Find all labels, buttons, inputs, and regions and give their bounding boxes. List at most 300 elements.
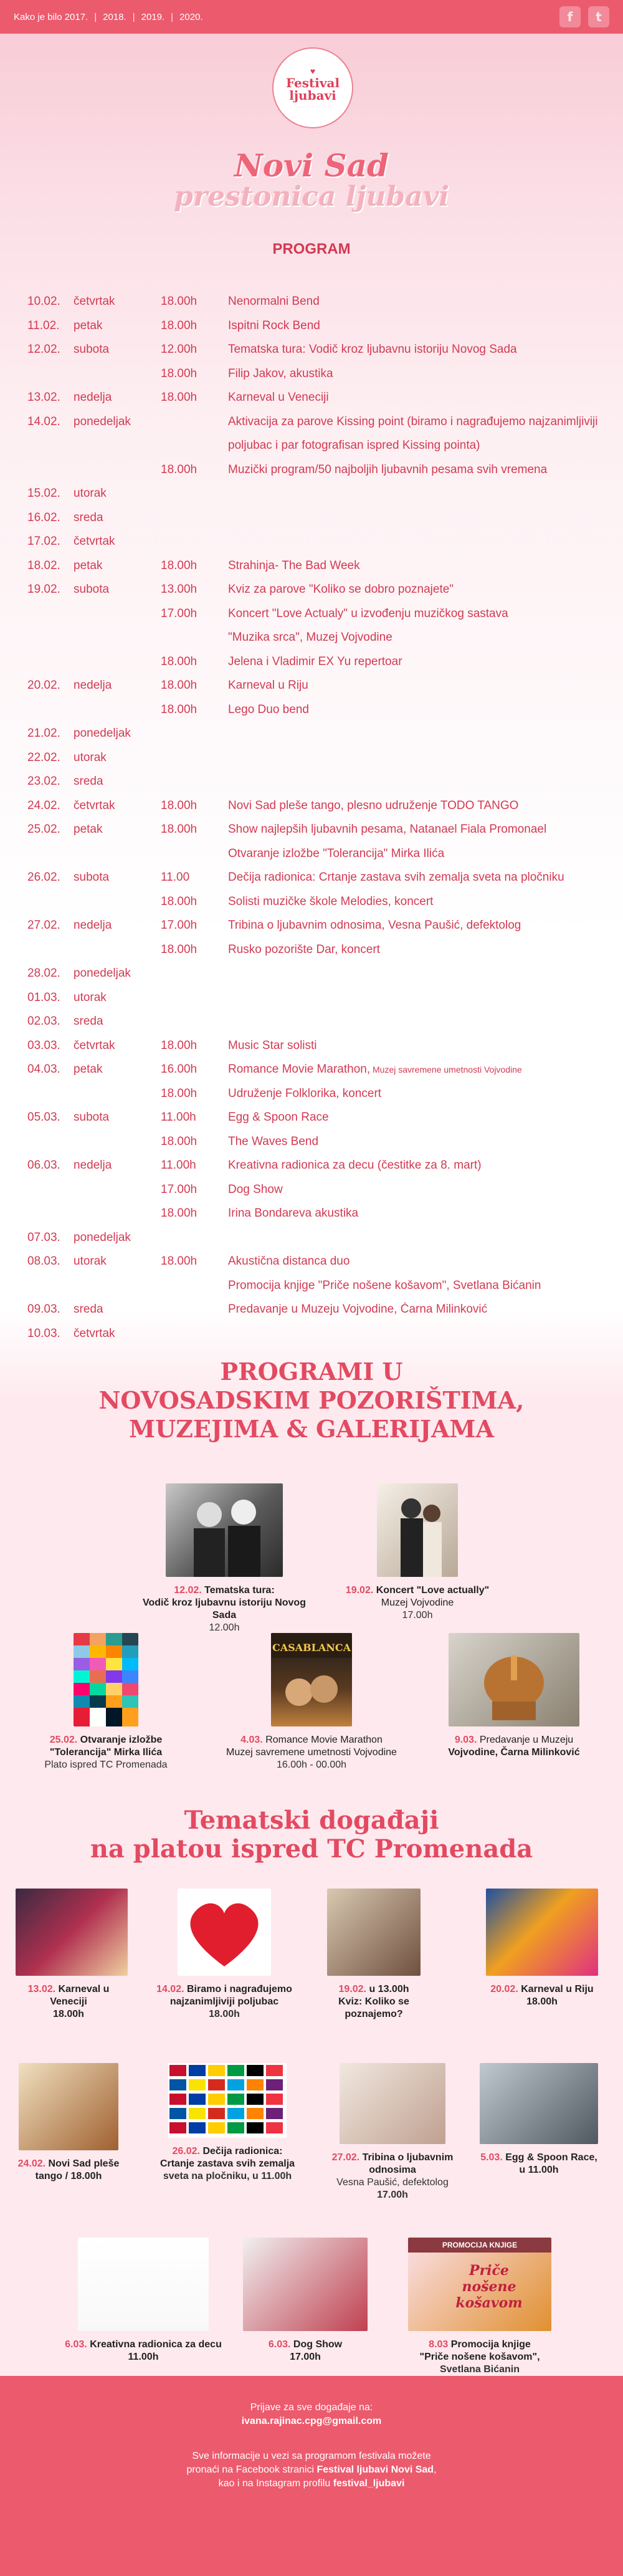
schedule-row	[27, 1106, 601, 1130]
schedule-time: 11.00	[161, 871, 190, 884]
facebook-page-link[interactable]: Festival ljubavi Novi Sad	[316, 2464, 434, 2475]
event-card[interactable]	[199, 1633, 424, 1771]
schedule-date: 17.02.	[27, 535, 60, 548]
schedule-date: 03.03.	[27, 1038, 60, 1052]
schedule-date: 09.03.	[27, 1303, 60, 1316]
card-label	[150, 1983, 299, 1996]
card-date: 20.02.	[490, 1984, 518, 1994]
schedule-event: Otvaranje izložbe "Tolerancija" Mirka Ilića	[228, 846, 445, 860]
schedule-row	[27, 890, 601, 914]
schedule-date: 26.02.	[27, 871, 60, 884]
schedule-row	[27, 458, 601, 482]
schedule-time: 16.00h	[161, 1063, 197, 1076]
schedule-weekday: petak	[74, 318, 103, 332]
facebook-icon[interactable]: f	[559, 6, 581, 27]
schedule-event: Karneval u Veneciji	[228, 391, 329, 405]
event-card[interactable]	[156, 2063, 299, 2183]
schedule-date: 18.02.	[27, 558, 60, 572]
card-date: 19.02.	[338, 1984, 366, 1994]
schedule-time: 18.00h	[161, 391, 197, 405]
card-line2: Vojvodine, Čarna Milinković	[448, 1747, 580, 1758]
footer-facebook-line	[0, 2463, 623, 2477]
schedule-date: 23.02.	[27, 775, 60, 788]
card-line2: 17.00h	[290, 2352, 321, 2362]
poster-label: PROMOCIJA KNJIGE	[408, 2238, 551, 2253]
schedule-row	[27, 1298, 601, 1322]
schedule-row	[27, 386, 601, 410]
schedule-time: 13.00h	[161, 583, 197, 596]
schedule-date: 04.03.	[27, 1063, 60, 1076]
schedule-time: 17.00h	[161, 1182, 197, 1196]
egg-spoon-race-photo	[480, 2063, 598, 2144]
card-line2: Vodič kroz ljubavnu istoriju Novog Sada	[143, 1597, 306, 1621]
couple-photo	[166, 1483, 283, 1577]
schedule-row	[27, 698, 601, 722]
schedule-weekday: nedelja	[74, 391, 112, 405]
schedule-row	[27, 1154, 601, 1178]
card-line2: 11.00h	[128, 2352, 159, 2362]
card-label	[16, 2158, 121, 2170]
card-title: Novi Sad pleše	[48, 2158, 120, 2169]
section-title-line: NOVOSADSKIM POZORIŠTIMA,	[98, 1386, 525, 1414]
section-title-line: PROGRAMI U	[220, 1357, 403, 1386]
section-title-line: na platou ispred TC Promenada	[90, 1834, 533, 1864]
card-title: Predavanje u Muzeju	[479, 1735, 574, 1745]
card-label	[473, 2152, 604, 2164]
card-line2: Muzej savremene umetnosti Vojvodine	[226, 1747, 397, 1758]
section-plato-title	[0, 1806, 623, 1864]
schedule-event: Kreativna radionica za decu (čestitke za 8. mart)	[228, 1159, 482, 1172]
card-date: 8.03	[429, 2339, 449, 2350]
headline	[0, 147, 623, 213]
logo-line2: ljubavi	[289, 88, 336, 103]
card-title: Romance Movie Marathon	[265, 1735, 383, 1745]
headline-line2: prestonica ljubavi	[174, 181, 449, 213]
schedule-event: Irina Bondareva akustika	[228, 1207, 359, 1220]
schedule-event: poljubac i par fotografisan ispred Kissing pointa)	[228, 439, 480, 452]
schedule-event: Akustična distanca duo	[228, 1255, 350, 1268]
concert-photo	[377, 1483, 458, 1577]
schedule-date: 14.02.	[27, 414, 60, 428]
schedule-date: 07.03.	[27, 1230, 60, 1244]
schedule-event: Dog Show	[228, 1182, 283, 1196]
schedule-weekday: subota	[74, 871, 110, 884]
schedule-row	[27, 1178, 601, 1202]
poster-title: CASABLANCA	[272, 1642, 351, 1654]
schedule-time: 11.00h	[161, 1159, 196, 1172]
card-label	[62, 2339, 224, 2351]
schedule-row	[27, 602, 601, 626]
schedule-row	[27, 578, 601, 602]
footer-info-text: Sve informacije u vezi sa programom festivala možete	[192, 2451, 431, 2461]
card-line2: "Tolerancija" Mirka Ilića	[49, 1747, 163, 1758]
card-title: Karneval u Veneciji	[50, 1984, 110, 2007]
schedule-event: Show najlepših ljubavnih pesama, Natanael Fiala Promonael	[228, 823, 547, 836]
card-sub: 17.00h	[377, 2190, 408, 2200]
schedule-row	[27, 482, 601, 506]
schedule-row	[27, 650, 601, 674]
card-title: Tribina o ljubavnim	[362, 2152, 454, 2163]
card-line2: 18.00h	[53, 2009, 84, 2019]
schedule-row	[27, 1322, 601, 1346]
schedule-time: 17.00h	[161, 606, 197, 620]
schedule-weekday: utorak	[74, 487, 107, 500]
schedule-event: Nenormalni Bend	[228, 295, 320, 309]
event-card[interactable]	[16, 2063, 121, 2183]
card-sub: Vesna Paušić, defektolog	[336, 2177, 449, 2188]
schedule-weekday: utorak	[74, 750, 107, 764]
instagram-profile-link[interactable]: festival_ljubavi	[333, 2478, 405, 2489]
schedule-time: 12.00h	[161, 343, 197, 357]
schedule-row	[27, 938, 601, 962]
card-title: Karneval u Riju	[521, 1984, 594, 1994]
schedule-event: Novi Sad pleše tango, plesno udruženje TODO TANGO	[228, 798, 519, 812]
twitter-icon[interactable]: t	[588, 6, 609, 27]
schedule-event: Tematska tura: Vodič kroz ljubavnu istoriju Novog Sada	[228, 343, 517, 357]
schedule-date: 28.02.	[27, 967, 60, 980]
schedule-date: 25.02.	[27, 823, 60, 836]
schedule-date: 12.02.	[27, 343, 60, 357]
footer-text: ,	[434, 2464, 437, 2475]
card-label	[430, 1734, 598, 1746]
schedule-weekday: nedelja	[74, 679, 112, 692]
card-line2: odnosima	[369, 2165, 416, 2175]
card-sub: 18.00h	[209, 2009, 240, 2019]
card-title: u 13.00h	[369, 1984, 409, 1994]
schedule-event: Aktivacija za parove Kissing point (biramo i nagrađujemo najzanimljiviji	[228, 414, 598, 428]
card-label	[399, 2339, 561, 2351]
schedule-row	[27, 338, 601, 362]
schedule-weekday: petak	[74, 558, 103, 572]
schedule-weekday: sreda	[74, 1015, 103, 1028]
event-card[interactable]	[340, 1483, 495, 1622]
card-line2: 18.00h	[526, 1996, 558, 2007]
schedule-event: Romance Movie Marathon, Muzej savremene umetnosti Vojvodine	[228, 1063, 522, 1076]
top-bar	[0, 0, 623, 34]
card-date: 14.02.	[156, 1984, 184, 1994]
card-date: 27.02.	[331, 2152, 360, 2163]
casablanca-poster	[271, 1633, 352, 1726]
card-line2: Kviz: Koliko se poznajemo?	[338, 1996, 409, 2019]
schedule-event: Promocija knjige "Priče nošene košavom", Svetlana Bićanin	[228, 1278, 541, 1292]
schedule-time: 18.00h	[161, 366, 197, 380]
card-date: 6.03.	[65, 2339, 87, 2350]
card-title: Egg & Spoon Race,	[505, 2152, 597, 2163]
schedule-event: "Muzika srca", Muzej Vojvodine	[228, 631, 392, 644]
schedule-event: Filip Jakov, akustika	[228, 366, 333, 380]
separator: |	[132, 11, 135, 22]
hands-photo	[340, 2063, 445, 2144]
card-title: Kreativna radionica za decu	[90, 2339, 222, 2350]
schedule-time: 18.00h	[161, 558, 197, 572]
card-label	[318, 2152, 467, 2164]
card-label	[240, 2339, 371, 2351]
card-title: Promocija knjige	[450, 2339, 531, 2350]
schedule-weekday: nedelja	[74, 919, 112, 932]
poster-title: Priče nošene košavom	[455, 2262, 523, 2311]
schedule-time: 11.00h	[161, 1111, 196, 1124]
schedule-event: Solisti muzičke škole Melodies, koncert	[228, 894, 434, 908]
schedule-row	[27, 722, 601, 746]
schedule-weekday: ponedeljak	[74, 414, 131, 428]
festival-logo[interactable]	[272, 47, 353, 128]
schedule-row	[27, 746, 601, 770]
schedule-event: Kviz za parove "Koliko se dobro poznajete"	[228, 583, 454, 596]
schedule-time: 18.00h	[161, 1086, 197, 1100]
card-sub: sveta na pločniku, u 11.00h	[163, 2171, 292, 2181]
schedule-weekday: nedelja	[74, 1159, 112, 1172]
year-link-2018[interactable]: 2018.	[103, 11, 126, 22]
schedule-time: 18.00h	[161, 679, 197, 692]
venice-carnival-photo	[16, 1889, 128, 1976]
card-line2: najzanimljiviji poljubac	[169, 1996, 279, 2007]
card-label	[199, 1734, 424, 1746]
schedule-event: Strahinja- The Bad Week	[228, 558, 360, 572]
schedule-event-venue: Muzej savremene umetnosti Vojvodine	[370, 1065, 522, 1075]
schedule-weekday: utorak	[74, 1255, 107, 1268]
schedule-weekday: sreda	[74, 775, 103, 788]
program-title: PROGRAM	[272, 241, 351, 257]
year-link-2020[interactable]: 2020.	[179, 11, 203, 22]
schedule-date: 10.02.	[27, 295, 60, 309]
schedule-row	[27, 1274, 601, 1298]
section-title-line: MUZEJIMA & GALERIJAMA	[129, 1415, 494, 1443]
schedule-date: 19.02.	[27, 583, 60, 596]
card-line2: "Priče nošene košavom",	[419, 2352, 540, 2362]
schedule-row	[27, 410, 601, 434]
schedule-date: 01.03.	[27, 990, 60, 1004]
schedule-time: 18.00h	[161, 798, 197, 812]
schedule-date: 08.03.	[27, 1255, 60, 1268]
schedule-event: Ispitni Rock Bend	[228, 318, 320, 332]
card-label	[156, 2145, 299, 2158]
footer	[0, 2376, 623, 2576]
heart-icon: ♥	[310, 66, 316, 76]
schedule-row	[27, 794, 601, 818]
schedule-time: 18.00h	[161, 462, 197, 476]
card-title: Koncert "Love actually"	[376, 1585, 490, 1596]
schedule-event: Muzički program/50 najboljih ljubavnih pesama svih vremena	[228, 462, 548, 476]
card-date: 9.03.	[454, 1735, 477, 1745]
schedule-event: Karneval u Riju	[228, 679, 308, 692]
card-line2: Crtanje zastava svih zemalja	[159, 2158, 295, 2169]
card-date: 4.03.	[240, 1735, 263, 1745]
logo-line1: Festival	[285, 75, 340, 90]
schedule-date: 21.02.	[27, 727, 60, 740]
schedule-weekday: četvrtak	[74, 295, 115, 309]
schedule-row	[27, 1226, 601, 1250]
social-links	[559, 6, 609, 27]
schedule-weekday: četvrtak	[74, 1326, 115, 1340]
footer-email-link[interactable]: ivana.rajinac.cpg@gmail.com	[241, 2416, 382, 2426]
schedule-weekday: ponedeljak	[74, 967, 131, 980]
couple-quiz-photo	[327, 1889, 421, 1976]
schedule-date: 22.02.	[27, 750, 60, 764]
card-date: 6.03.	[268, 2339, 291, 2350]
schedule-row	[27, 842, 601, 866]
card-title: Dečija radionica:	[202, 2146, 283, 2157]
schedule-row	[27, 1034, 601, 1058]
schedule-weekday: petak	[74, 823, 103, 836]
footer-text: kao i na Instagram profilu	[218, 2478, 333, 2489]
schedule-date: 05.03.	[27, 1111, 60, 1124]
event-card[interactable]	[25, 1633, 187, 1771]
schedule-date: 13.02.	[27, 391, 60, 405]
headline-line1: Novi Sad	[234, 147, 389, 184]
schedule-row	[27, 530, 601, 554]
separator: |	[171, 11, 174, 22]
schedule-weekday: subota	[74, 343, 110, 357]
schedule-time: 18.00h	[161, 1255, 197, 1268]
schedule-weekday: utorak	[74, 990, 107, 1004]
year-link-2017[interactable]: Kako je bilo 2017.	[14, 11, 88, 22]
schedule-row	[27, 314, 601, 338]
card-sub: 12.00h	[209, 1622, 240, 1633]
event-card[interactable]	[16, 1889, 121, 2021]
schedule-weekday: ponedeljak	[74, 727, 131, 740]
year-links	[14, 12, 203, 22]
schedule-date: 11.02.	[27, 318, 60, 332]
card-date: 25.02.	[49, 1735, 78, 1745]
schedule-date: 24.02.	[27, 798, 60, 812]
schedule-row	[27, 1010, 601, 1034]
card-title: Otvaranje izložbe	[80, 1735, 163, 1745]
schedule-date: 02.03.	[27, 1015, 60, 1028]
schedule-row	[27, 914, 601, 938]
schedule-row	[27, 362, 601, 386]
schedule-event: Egg & Spoon Race	[228, 1111, 329, 1124]
logo-tagline-decoration: · · · · · · · · · · · · · · · · ·	[293, 105, 332, 109]
schedule-event: Dečija radionica: Crtanje zastava svih zemalja sveta na pločniku	[228, 871, 564, 884]
schedule-weekday: sreda	[74, 1303, 103, 1316]
schedule-row	[27, 554, 601, 578]
schedule-row	[27, 1250, 601, 1274]
flags-icon	[168, 2063, 287, 2138]
event-card[interactable]	[473, 1889, 611, 2008]
schedule-time: 18.00h	[161, 654, 197, 668]
card-label	[25, 1734, 187, 1746]
schedule-row	[27, 1058, 601, 1082]
event-card[interactable]	[240, 2238, 371, 2363]
tango-photo	[19, 2063, 118, 2150]
event-card[interactable]	[318, 2063, 467, 2201]
card-sub: 17.00h	[402, 1610, 433, 1621]
schedule-event: Lego Duo bend	[228, 702, 309, 716]
schedule-time: 18.00h	[161, 894, 197, 908]
schedule-row	[27, 1130, 601, 1154]
schedule-weekday: četvrtak	[74, 1038, 115, 1052]
card-line2: u 11.00h	[519, 2165, 559, 2175]
schedule-weekday: subota	[74, 583, 110, 596]
event-card[interactable]	[150, 1889, 299, 2021]
schedule-weekday: ponedeljak	[74, 1230, 131, 1244]
schedule-time: 17.00h	[161, 919, 197, 932]
card-date: 26.02.	[172, 2146, 200, 2157]
schedule-date: 15.02.	[27, 487, 60, 500]
program-schedule	[27, 290, 601, 1346]
craft-workshop-photo	[78, 2238, 209, 2331]
card-date: 12.02.	[174, 1585, 202, 1596]
schedule-event: Music Star solisti	[228, 1038, 317, 1052]
logo-badge	[272, 47, 353, 128]
schedule-event: Tribina o ljubavnim odnosima, Vesna Paušić, defektolog	[228, 919, 521, 932]
book-promo-poster	[408, 2238, 551, 2331]
tolerance-poster	[74, 1633, 138, 1726]
schedule-row	[27, 962, 601, 986]
dog-show-photo	[243, 2238, 368, 2331]
museum-helmet-photo	[449, 1633, 579, 1726]
card-sub: Svetlana Bićanin	[439, 2364, 520, 2375]
event-card[interactable]	[430, 1633, 598, 1759]
footer-text: pronaći na Facebook stranici	[186, 2464, 317, 2475]
footer-instagram-line	[0, 2477, 623, 2491]
card-date: 13.02.	[27, 1984, 56, 1994]
section-theaters-title	[0, 1357, 623, 1444]
schedule-weekday: sreda	[74, 510, 103, 524]
schedule-row	[27, 434, 601, 458]
event-card[interactable]	[137, 1483, 312, 1634]
card-date: 5.03.	[480, 2152, 503, 2163]
schedule-row	[27, 1202, 601, 1226]
kiss-heart-photo	[178, 1889, 271, 1976]
schedule-row	[27, 986, 601, 1010]
card-sub: 16.00h - 00.00h	[276, 1760, 347, 1770]
schedule-event: Udruženje Folklorika, koncert	[228, 1086, 382, 1100]
schedule-date: 06.03.	[27, 1159, 60, 1172]
card-date: 19.02.	[345, 1585, 374, 1596]
event-card[interactable]	[399, 2238, 561, 2376]
card-label	[312, 1983, 436, 1996]
schedule-time: 18.00h	[161, 942, 197, 956]
schedule-weekday: četvrtak	[74, 535, 115, 548]
card-label	[340, 1584, 495, 1597]
schedule-weekday: petak	[74, 1063, 103, 1076]
schedule-row	[27, 1082, 601, 1106]
heart-icon	[178, 1889, 271, 1976]
card-date: 24.02.	[17, 2158, 46, 2169]
schedule-row	[27, 866, 601, 890]
schedule-event: Koncert "Love Actualy" u izvođenju muzičkog sastava	[228, 606, 508, 620]
event-card[interactable]	[62, 2238, 224, 2363]
schedule-time: 18.00h	[161, 295, 197, 309]
card-line2: tango / 18.00h	[35, 2171, 102, 2181]
card-sub: Plato ispred TC Promenada	[44, 1760, 168, 1770]
schedule-row	[27, 818, 601, 842]
schedule-event: Jelena i Vladimir EX Yu repertoar	[228, 654, 402, 668]
schedule-time: 18.00h	[161, 318, 197, 332]
schedule-date: 16.02.	[27, 510, 60, 524]
card-title: Biramo i nagrađujemo	[187, 1984, 292, 1994]
card-label	[16, 1983, 121, 2008]
card-label	[137, 1584, 312, 1597]
card-title: Tematska tura:	[204, 1585, 275, 1596]
schedule-row	[27, 674, 601, 698]
schedule-weekday: četvrtak	[74, 798, 115, 812]
schedule-weekday: subota	[74, 1111, 110, 1124]
schedule-event: Rusko pozorište Dar, koncert	[228, 942, 380, 956]
card-label	[473, 1983, 611, 1996]
schedule-row	[27, 290, 601, 314]
year-link-2019[interactable]: 2019.	[141, 11, 165, 22]
event-card[interactable]	[473, 2063, 604, 2176]
separator: |	[94, 11, 97, 22]
card-title: Dog Show	[293, 2339, 343, 2350]
event-card[interactable]	[312, 1889, 436, 2021]
schedule-time: 18.00h	[161, 1038, 197, 1052]
schedule-date: 20.02.	[27, 679, 60, 692]
schedule-row	[27, 506, 601, 530]
schedule-event: The Waves Bend	[228, 1134, 319, 1148]
